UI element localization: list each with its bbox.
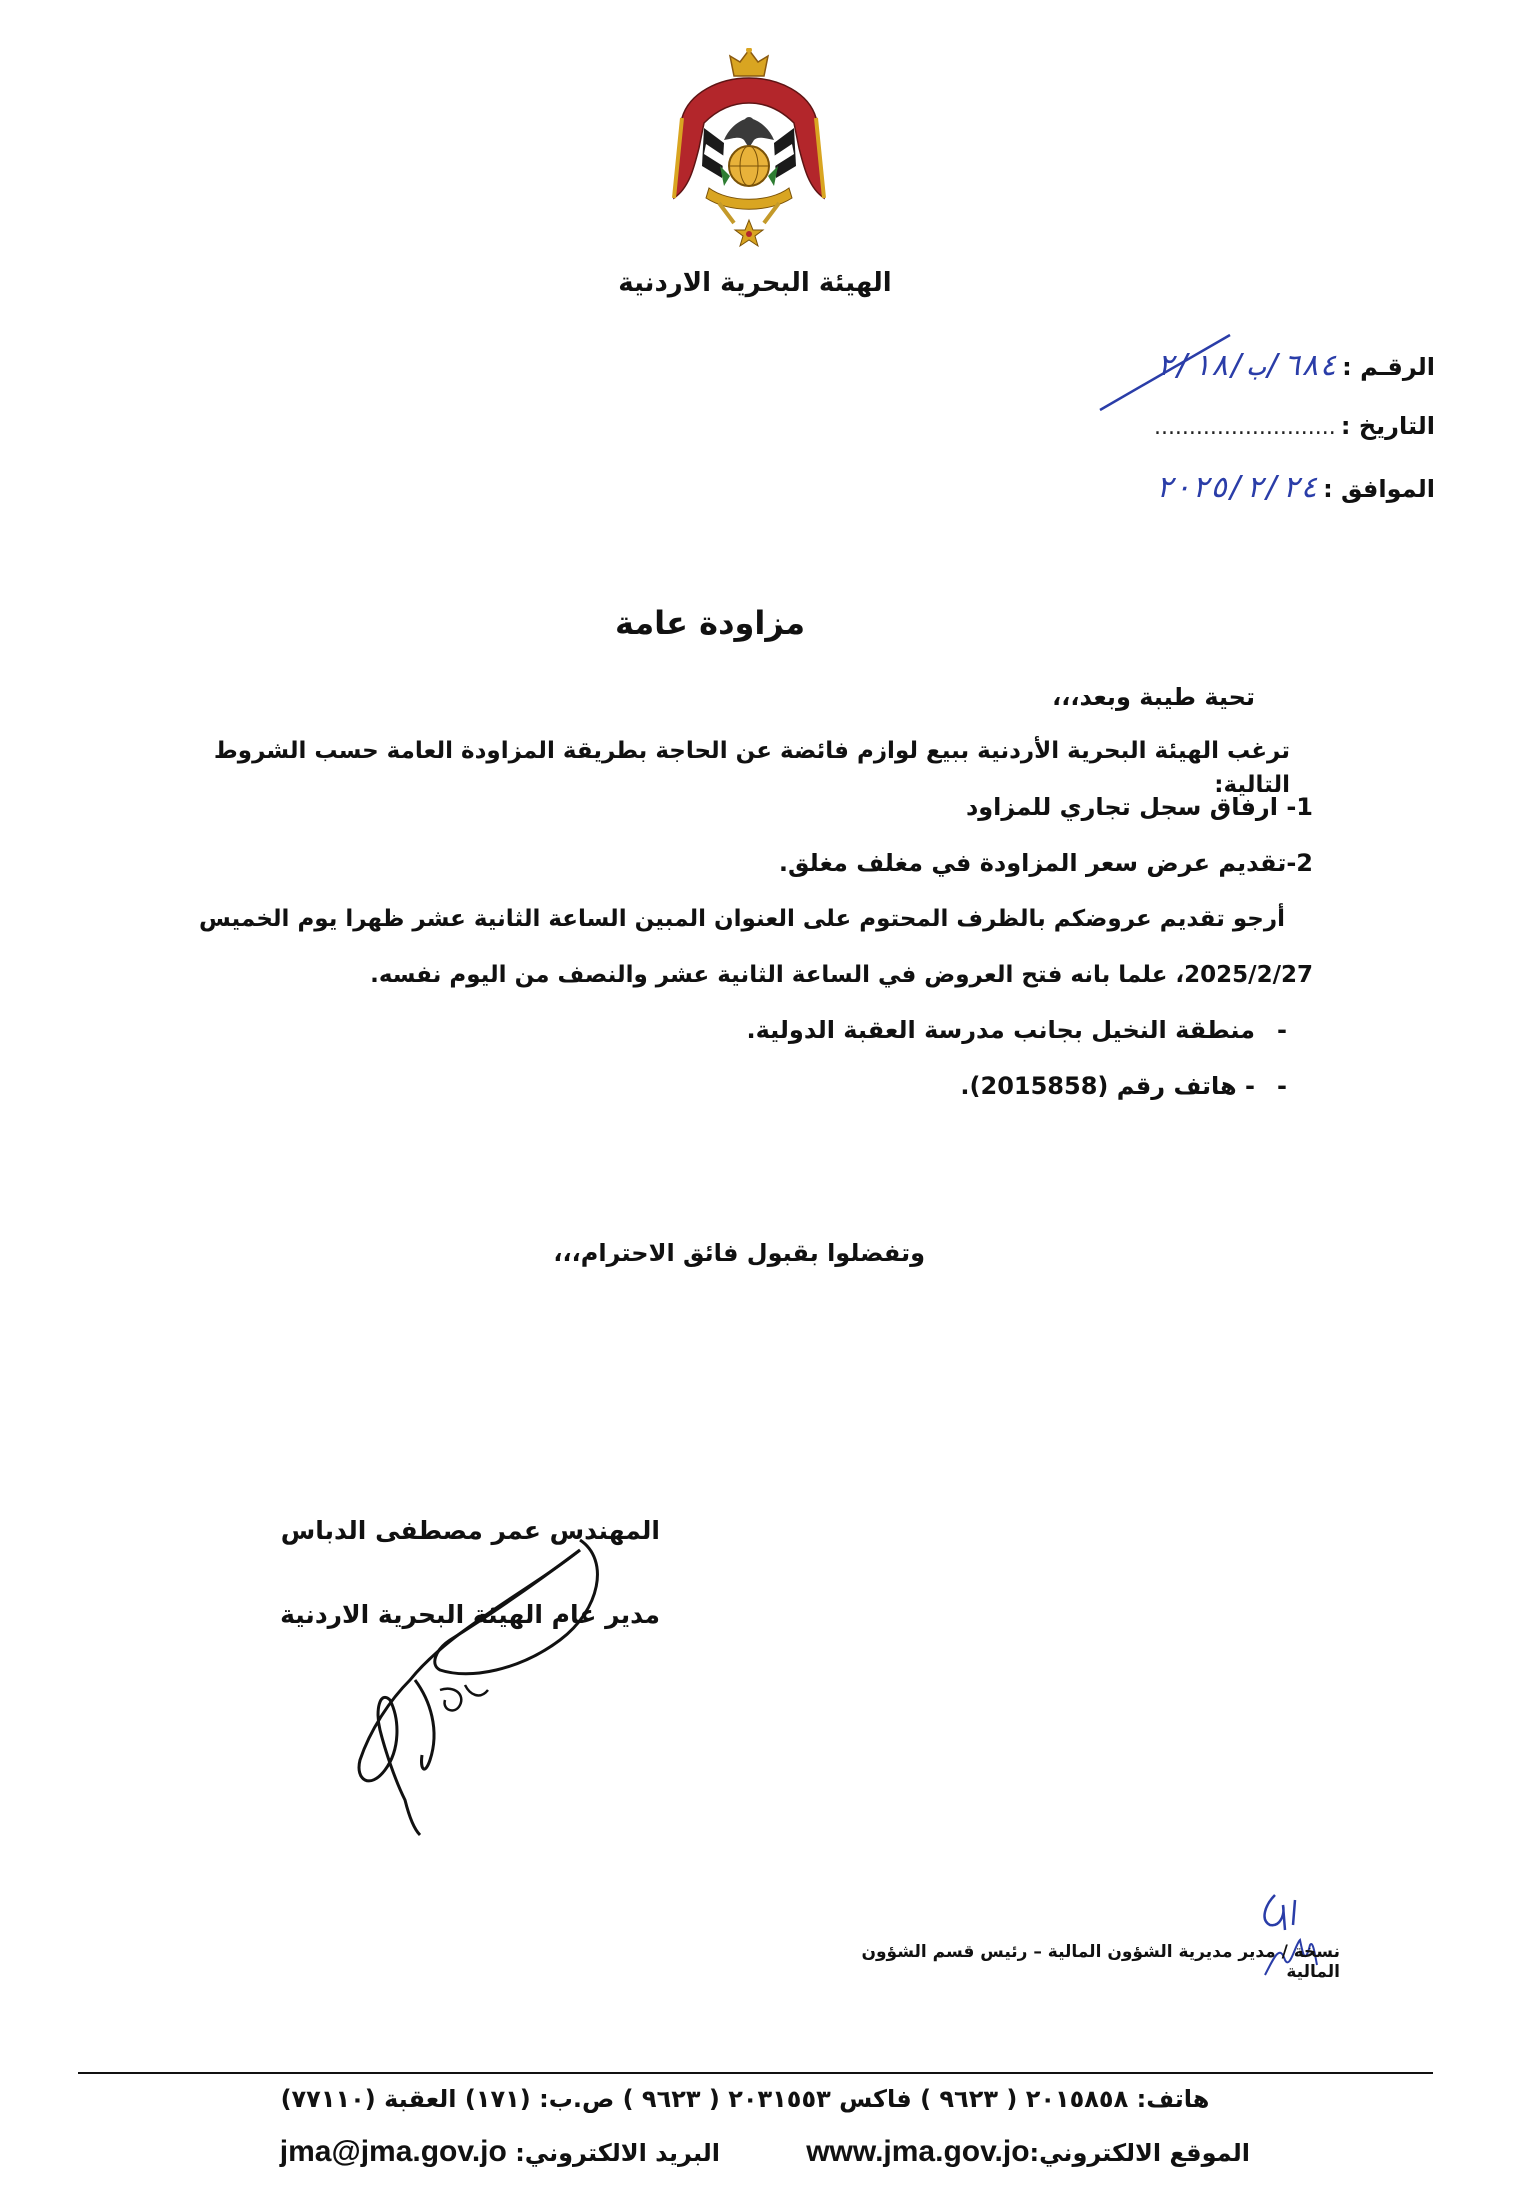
- submission-line-2: 2025/2/27، علما بانه فتح العروض في الساعة الثانية عشر والنصف من اليوم نفسه.: [370, 962, 1313, 988]
- signatory-title: مدير عام الهيئة البحرية الاردنية: [280, 1600, 660, 1629]
- reference-slash-mark: [1090, 330, 1240, 415]
- jordan-royal-coat-of-arms-icon: [664, 48, 834, 258]
- reference-date-label: التاريخ :: [1340, 412, 1435, 440]
- handwritten-signature: [330, 1500, 630, 1840]
- phone-bullet-dash: -: [1277, 1072, 1287, 1100]
- phone-line: - هاتف رقم (2015858).: [960, 1072, 1255, 1100]
- condition-2: 2-تقديم عرض سعر المزاودة في مغلف مغلق.: [778, 849, 1313, 877]
- reference-number-value: ٦٨٤/ب/٢/١٨: [1156, 348, 1338, 383]
- document-title: مزاودة عامة: [614, 604, 806, 642]
- signatory-name: المهندس عمر مصطفى الدباس: [280, 1516, 660, 1545]
- reference-number-label: الرقـم :: [1342, 353, 1435, 381]
- organization-name: الهيئة البحرية الاردنية: [618, 268, 892, 298]
- location-bullet-dash: -: [1277, 1016, 1287, 1044]
- closing-line: وتفضلوا بقبول فائق الاحترام،،،: [553, 1239, 925, 1267]
- location-line: منطقة النخيل بجانب مدرسة العقبة الدولية.: [746, 1016, 1255, 1044]
- copy-to-line: نسخة / مدير مديرية الشؤون المالية – رئيس قسم الشؤون المالية: [861, 1942, 1340, 1982]
- submission-line-1: أرجو تقديم عروضكم بالظرف المحتوم على العنوان المبين الساعة الثانية عشر ظهرا يوم الخميس: [199, 906, 1285, 932]
- reference-corresponding-label: الموافق :: [1323, 475, 1435, 503]
- footer-contact-line: هاتف: ٢٠١٥٨٥٨ ( ٩٦٢٣ ) فاكس ٢٠٣١٥٥٣ ( ٩٦٢٣ ) ص.ب: (١٧١) العقبة (٧٧١١٠): [280, 2085, 1210, 2113]
- footer-website-label: الموقع الالكتروني:: [1029, 2139, 1250, 2167]
- condition-1: 1- ارفاق سجل تجاري للمزاود: [965, 793, 1313, 821]
- reference-corresponding-value: ٢٠٢٥/٢/٢٤: [1155, 470, 1318, 505]
- footer-website-link[interactable]: www.jma.gov.jo: [806, 2135, 1030, 2168]
- footer-email-label: البريد الالكتروني:: [515, 2139, 720, 2167]
- reference-date-dots: ..........................: [1153, 415, 1336, 440]
- reference-corresponding-row: [895, 470, 1435, 505]
- reference-date-row: [895, 412, 1435, 440]
- footer-email-row: [240, 2135, 720, 2169]
- footer-divider: [78, 2072, 1433, 2074]
- greeting: تحية طيبة وبعد،،،: [1052, 683, 1255, 711]
- footer-email-link[interactable]: jma@jma.gov.jo: [279, 2135, 507, 2168]
- intro-paragraph: ترغب الهيئة البحرية الأردنية ببيع لوازم فائضة عن الحاجة بطريقة المزاودة العامة حسب الشروط التالية:: [213, 738, 1290, 798]
